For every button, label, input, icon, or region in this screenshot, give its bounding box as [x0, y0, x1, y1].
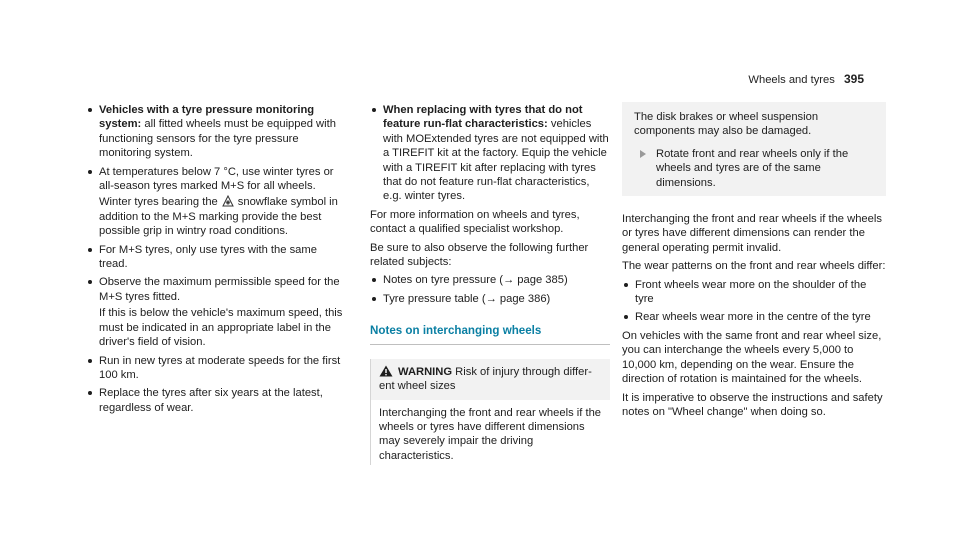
- runflat-list: [370, 103, 610, 204]
- warning-title: Risk of injury through different wheel sizes: [379, 365, 592, 393]
- section-title: Notes on interchanging wheels: [370, 324, 610, 344]
- list-item: Replace the tyres after six years at the latest, regardless of wear.: [86, 386, 348, 415]
- warning-triangle-icon: [379, 365, 393, 377]
- tyre-rules-list: [86, 103, 348, 415]
- paragraph: Be sure to also observe the following further related subjects:: [370, 241, 589, 269]
- arrow-right-icon: [640, 150, 646, 158]
- list-item: Run in new tyres at moderate speeds for the first 100 km.: [86, 354, 348, 383]
- page-number: 395: [843, 72, 864, 86]
- list-item: At temperatures below 7 °C, use winter tyres or all-season tyres marked M+S for all wheels. Winter tyres bearing the snowflake symbol in addition to the M+S marking provide the best possible grip in wintry road conditions.: [86, 165, 348, 239]
- page-header: [748, 72, 864, 87]
- warning-box: [370, 359, 610, 465]
- bold-lead: Vehicles with a tyre pressure monitoring system:: [99, 104, 315, 131]
- warning-header: [371, 359, 610, 400]
- sub-paragraph: If this is below the vehicle's maximum speed, this must be indicated in an appropriate label in the driver's field of vision.: [99, 307, 343, 349]
- column-2: [370, 103, 610, 465]
- list-item: For M+S tyres, only use tyres with the same tread.: [86, 243, 348, 272]
- warning-continuation-box: [622, 102, 886, 196]
- bold-lead: When replacing with tyres that do not feature run-flat characteristics:: [383, 104, 583, 131]
- column-1: [86, 103, 348, 419]
- link-tyre-pressure-notes[interactable]: Notes on tyre pressure (→ page 385): [370, 273, 610, 287]
- link-tyre-pressure-table[interactable]: Tyre pressure table (→ page 386): [370, 292, 610, 306]
- header-title: Wheels and tyres: [748, 74, 835, 86]
- list-item: Front wheels wear more on the shoulder of the tyre: [622, 278, 886, 307]
- list-item: Rear wheels wear more in the centre of the tyre: [622, 310, 886, 324]
- warning-continued-text: The disk brakes or wheel suspension components may also be damaged.: [634, 111, 819, 138]
- paragraph: On vehicles with the same front and rear wheel size, you can interchange the wheels every 5,000 to 10,000 km, depending on the wear. Ensure the direction of rotation is maintained for the wheels.: [622, 329, 882, 386]
- wear-list: [622, 278, 886, 325]
- list-item: Observe the maximum permissible speed for the M+S tyres fitted. If this is below the vehicle's maximum speed, this must be indicated in an appropriate label in the driver's field of vision.: [86, 275, 348, 349]
- paragraph: Interchanging the front and rear wheels if the wheels or tyres have different dimensions can render the general operating permit invalid.: [622, 213, 882, 254]
- paragraph: For more information on wheels and tyres, contact a qualified specialist workshop.: [370, 208, 580, 236]
- list-item: When replacing with tyres that do not feature run-flat characteristics: vehicles with MOExtended tyres are not equipped with a TIREFIT kit at the factory. Equip the vehicle with a TIREFIT kit after replacing with tyres that do not feature run-flat characteristics, e.g. winter tyres.: [370, 103, 610, 204]
- column-3: [622, 103, 886, 423]
- instruction-item: Rotate front and rear wheels only if the wheels and tyres are of the same dimensions.: [634, 147, 876, 190]
- sub-paragraph: Winter tyres bearing the snowflake symbol in addition to the M+S marking provide the best possible grip in wintry road conditions.: [99, 196, 338, 238]
- snowflake-mountain-icon: [222, 195, 234, 207]
- warning-label: WARNING: [398, 365, 453, 378]
- paragraph: The wear patterns on the front and rear wheels differ:: [622, 260, 886, 273]
- paragraph: It is imperative to observe the instructions and safety notes on "Wheel change" when doing so.: [622, 391, 883, 418]
- warning-body: Interchanging the front and rear wheels if the wheels or tyres have different dimensions may severely impair the driving characteristics.: [379, 406, 602, 462]
- related-links-list: [370, 273, 610, 306]
- list-item: Vehicles with a tyre pressure monitoring system: all fitted wheels must be equipped with functioning sensors for the tyre pressure monitoring system.: [86, 103, 348, 161]
